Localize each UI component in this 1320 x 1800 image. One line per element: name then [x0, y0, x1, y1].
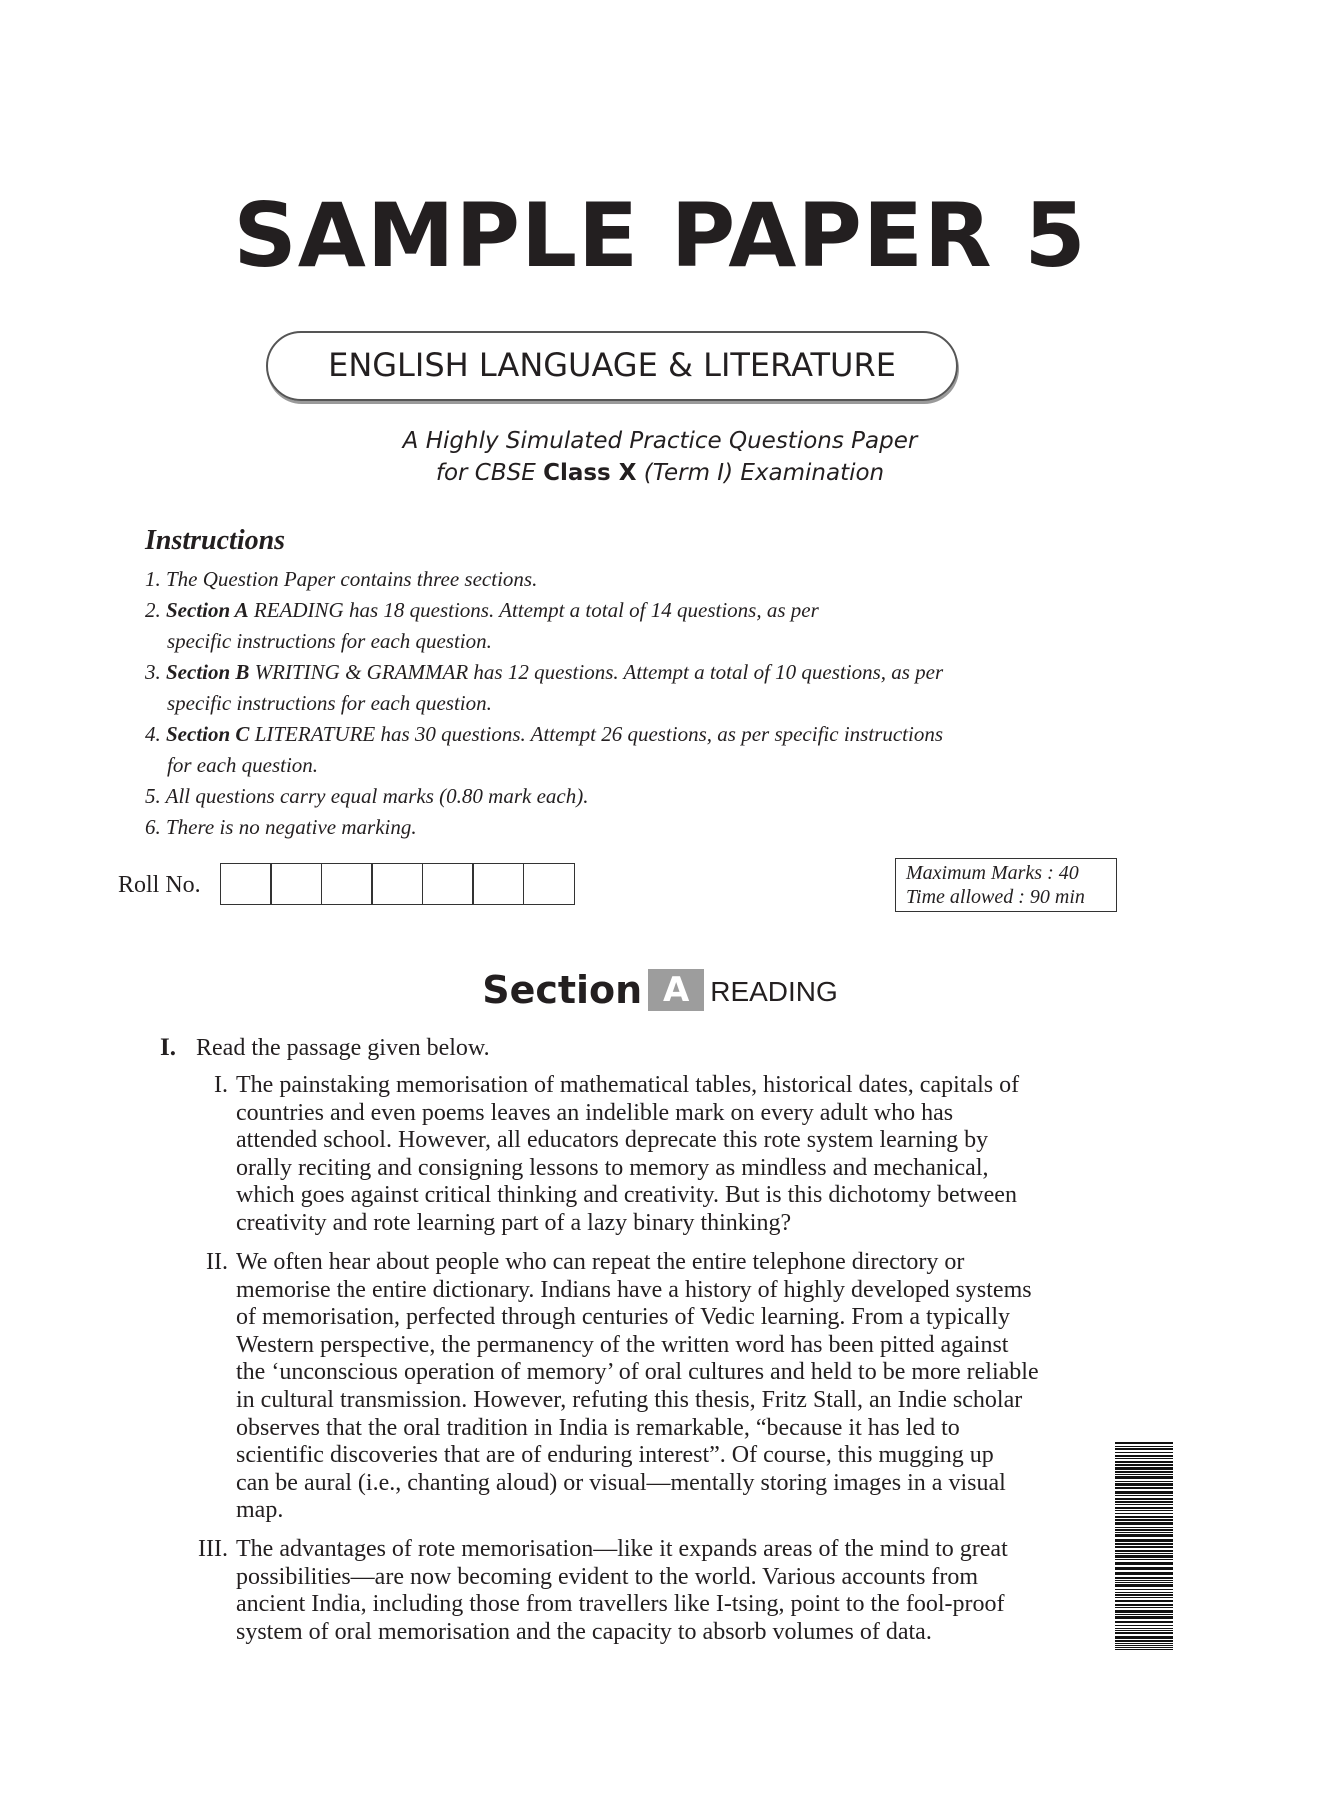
- paragraph-line: The advantages of rote memorisation—like it expands areas of the mind to great: [236, 1536, 1008, 1562]
- roll-number-box[interactable]: [321, 863, 373, 905]
- paragraph-number: II.: [206, 1249, 228, 1275]
- subtitle-line-1: A Highly Simulated Practice Questions Paper: [402, 428, 918, 454]
- instruction-continuation: specific instructions for each question.: [167, 691, 492, 715]
- paragraph-line: in cultural transmission. However, refuting this thesis, Fritz Stall, an Indie scholar: [236, 1386, 1023, 1413]
- paragraph-text: [236, 1536, 1126, 1646]
- instruction-section: Section C: [166, 722, 250, 746]
- paragraph-line: creativity and rote learning part of a lazy binary thinking?: [236, 1209, 792, 1236]
- roll-number-box[interactable]: [270, 863, 322, 905]
- instruction-section: Section A: [166, 598, 249, 622]
- roll-number-boxes: [221, 863, 575, 905]
- barcode-image: [1115, 1442, 1173, 1650]
- section-letter-badge: A: [648, 969, 704, 1011]
- paragraph-line: memorise the entire dictionary. Indians have a history of highly developed systems: [236, 1276, 1032, 1303]
- instructions-list: [145, 564, 1045, 843]
- section-word: Section: [482, 968, 643, 1012]
- paragraph-line: of memorisation, perfected through centuries of Vedic learning. From a typically: [236, 1304, 1010, 1331]
- subtitle-line-2: [0, 460, 1320, 486]
- instruction-text: WRITING & GRAMMAR has 12 questions. Attempt a total of 10 questions, as per: [249, 660, 944, 684]
- instruction-text: READING has 18 questions. Attempt a total of 14 questions, as per: [248, 598, 819, 622]
- instruction-continuation: for each question.: [167, 753, 319, 777]
- instruction-num: 4.: [145, 722, 166, 746]
- paragraph-line: the ‘unconscious operation of memory’ of oral cultures and held to be more reliable: [236, 1359, 1039, 1386]
- roll-number-box[interactable]: [422, 863, 474, 905]
- subject-banner: ENGLISH LANGUAGE & LITERATURE: [266, 331, 958, 401]
- instruction-text: LITERATURE has 30 questions. Attempt 26 questions, as per specific instructions: [249, 722, 944, 746]
- instruction-item: [145, 719, 1045, 750]
- roll-number-box[interactable]: [220, 863, 272, 905]
- paragraph-line: ancient India, including those from travellers like I-tsing, point to the fool-proof: [236, 1591, 1005, 1618]
- instruction-item: 6. There is no negative marking.: [145, 815, 417, 839]
- section-heading: [0, 968, 1320, 1012]
- roll-number-label: Roll No.: [118, 872, 201, 898]
- section-name: READING: [710, 976, 838, 1007]
- paragraph-line: observes that the oral tradition in India is remarkable, “because it has led to: [236, 1414, 960, 1441]
- roll-number-box[interactable]: [472, 863, 524, 905]
- page-title: SAMPLE PAPER 5: [233, 184, 1087, 287]
- instruction-item: 5. All questions carry equal marks (0.80 mark each).: [145, 784, 589, 808]
- subtitle-pre: for CBSE: [435, 460, 544, 486]
- paragraph-line: map.: [236, 1497, 284, 1524]
- question-number: I.: [160, 1034, 176, 1061]
- paragraph-line: The painstaking memorisation of mathematical tables, historical dates, capitals of: [236, 1072, 1020, 1098]
- instruction-num: 3.: [145, 660, 166, 684]
- paragraph-number: III.: [198, 1536, 228, 1562]
- paragraph-line: can be aural (i.e., chanting aloud) or visual—mentally storing images in a visual: [236, 1469, 1006, 1496]
- instruction-continuation: specific instructions for each question.: [167, 629, 492, 653]
- roll-number-box[interactable]: [523, 863, 575, 905]
- instruction-item: [145, 595, 1045, 626]
- maximum-marks: Maximum Marks : 40: [906, 862, 1079, 884]
- paragraph-line: possibilities—are now becoming evident to the world. Various accounts from: [236, 1563, 979, 1590]
- marks-time-box: [895, 858, 1117, 912]
- paragraph-number: I.: [214, 1072, 228, 1098]
- subtitle-post: (Term I) Examination: [636, 460, 885, 486]
- paragraph-text: [236, 1072, 1126, 1238]
- time-allowed: Time allowed : 90 min: [906, 886, 1085, 908]
- instruction-num: 2.: [145, 598, 166, 622]
- instruction-item: 1. The Question Paper contains three sections.: [145, 567, 538, 591]
- paragraph-text: [236, 1249, 1126, 1525]
- instructions-heading: Instructions: [145, 525, 286, 556]
- paragraph-line: scientific discoveries that are of enduring interest”. Of course, this mugging up: [236, 1442, 994, 1469]
- question-prompt: Read the passage given below.: [196, 1035, 490, 1061]
- instruction-section: Section B: [166, 660, 250, 684]
- paragraph-line: system of oral memorisation and the capacity to absorb volumes of data.: [236, 1618, 932, 1645]
- paragraph-line: Western perspective, the permanency of the written word has been pitted against: [236, 1331, 1009, 1358]
- roll-number-box[interactable]: [371, 863, 423, 905]
- paragraph-line: attended school. However, all educators deprecate this rote system learning by: [236, 1127, 989, 1154]
- paragraph-line: orally reciting and consigning lessons to memory as mindless and mechanical,: [236, 1154, 989, 1181]
- instruction-item: [145, 657, 1045, 688]
- paragraph-line: We often hear about people who can repeat the entire telephone directory or: [236, 1249, 965, 1275]
- paragraph-line: countries and even poems leaves an indelible mark on every adult who has: [236, 1099, 954, 1126]
- paragraph-line: which goes against critical thinking and creativity. But is this dichotomy between: [236, 1182, 1017, 1209]
- subtitle-class: Class X: [543, 460, 637, 486]
